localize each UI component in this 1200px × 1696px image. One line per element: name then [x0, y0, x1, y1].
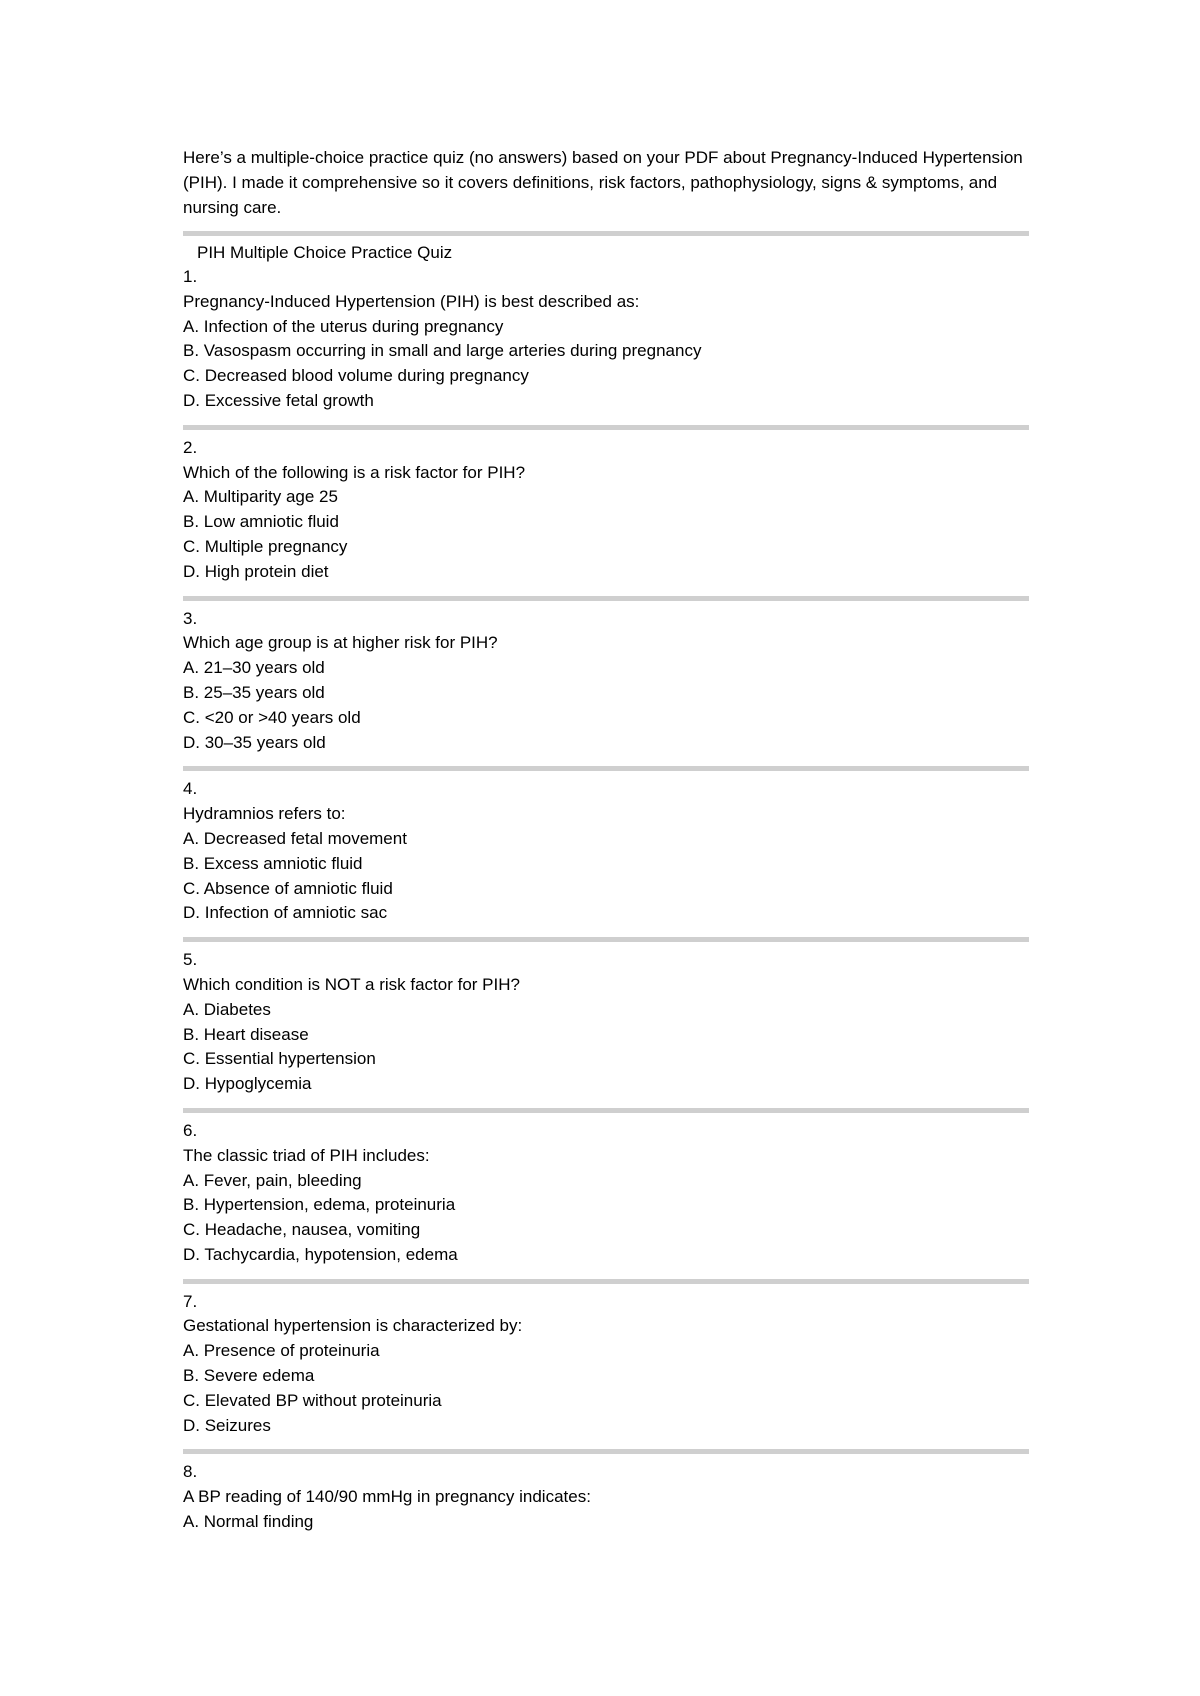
question-text: Which age group is at higher risk for PIH?	[183, 633, 498, 653]
answer-option: A. Decreased fetal movement	[183, 828, 407, 848]
section-divider	[183, 1279, 1029, 1284]
answer-option: A. Normal finding	[183, 1512, 314, 1532]
question-text: Hydramnios refers to:	[183, 804, 346, 824]
question-number: 7.	[183, 1291, 198, 1311]
question-text: Gestational hypertension is characterized by:	[183, 1316, 523, 1336]
answer-option: C. Essential hypertension	[183, 1049, 376, 1069]
answer-option: D. Infection of amniotic sac	[183, 903, 388, 923]
answer-option: D. High protein diet	[183, 561, 329, 581]
answer-option: D. 30–35 years old	[183, 732, 326, 752]
answer-option: B. Vasospasm occurring in small and large arteries during pregnancy	[183, 341, 702, 361]
question-4	[183, 777, 1029, 926]
answer-option: A. 21–30 years old	[183, 658, 325, 678]
section-divider	[183, 596, 1029, 601]
question-5	[183, 948, 1029, 1097]
section-divider	[183, 425, 1029, 430]
section-divider	[183, 766, 1029, 771]
answer-option: C. Absence of amniotic fluid	[183, 878, 393, 898]
section-divider	[183, 1108, 1029, 1113]
answer-option: A. Presence of proteinuria	[183, 1341, 380, 1361]
question-3	[183, 607, 1029, 756]
answer-option: D. Hypoglycemia	[183, 1074, 312, 1094]
answer-option: C. Headache, nausea, vomiting	[183, 1220, 421, 1240]
answer-option: D. Excessive fetal growth	[183, 390, 374, 410]
answer-option: B. 25–35 years old	[183, 682, 325, 702]
section-divider	[183, 937, 1029, 942]
answer-option: D. Seizures	[183, 1415, 271, 1435]
question-number: 4.	[183, 779, 198, 799]
question-1	[183, 265, 1029, 414]
document-page	[183, 145, 1029, 1535]
answer-option: C. <20 or >40 years old	[183, 707, 361, 727]
question-8	[183, 1460, 1029, 1534]
answer-option: C. Elevated BP without proteinuria	[183, 1390, 442, 1410]
answer-option: A. Diabetes	[183, 999, 271, 1019]
answer-option: B. Low amniotic fluid	[183, 512, 339, 532]
answer-option: C. Decreased blood volume during pregnancy	[183, 366, 529, 386]
question-text: Which of the following is a risk factor for PIH?	[183, 462, 526, 482]
question-text: A BP reading of 140/90 mmHg in pregnancy indicates:	[183, 1487, 591, 1507]
intro-paragraph: Here’s a multiple-choice practice quiz (no answers) based on your PDF about Pregnancy-Induced Hypertension (PIH). I made it comprehensive so it covers definitions, risk factors, pathophysiology, signs & symptoms, and nursing care.	[183, 148, 1023, 217]
question-text: Pregnancy-Induced Hypertension (PIH) is best described as:	[183, 291, 640, 311]
question-number: 1.	[183, 267, 198, 286]
question-number: 6.	[183, 1120, 198, 1140]
question-6	[183, 1119, 1029, 1268]
question-text: The classic triad of PIH includes:	[183, 1145, 430, 1165]
section-divider	[183, 1449, 1029, 1454]
question-number: 3.	[183, 608, 198, 628]
answer-option: D. Tachycardia, hypotension, edema	[183, 1244, 458, 1264]
question-list	[183, 265, 1029, 1535]
answer-option: A. Infection of the uterus during pregnancy	[183, 316, 504, 336]
answer-option: B. Heart disease	[183, 1024, 309, 1044]
answer-option: A. Fever, pain, bleeding	[183, 1170, 362, 1190]
question-7	[183, 1290, 1029, 1439]
answer-option: B. Excess amniotic fluid	[183, 853, 363, 873]
answer-option: C. Multiple pregnancy	[183, 536, 348, 556]
question-number: 8.	[183, 1462, 198, 1482]
question-text: Which condition is NOT a risk factor for PIH?	[183, 974, 520, 994]
section-divider	[183, 231, 1029, 236]
answer-option: B. Severe edema	[183, 1366, 315, 1386]
answer-option: B. Hypertension, edema, proteinuria	[183, 1195, 456, 1215]
question-number: 5.	[183, 950, 198, 970]
question-2	[183, 436, 1029, 585]
answer-option: A. Multiparity age 25	[183, 487, 338, 507]
question-number: 2.	[183, 437, 198, 457]
quiz-title: PIH Multiple Choice Practice Quiz	[197, 243, 453, 262]
